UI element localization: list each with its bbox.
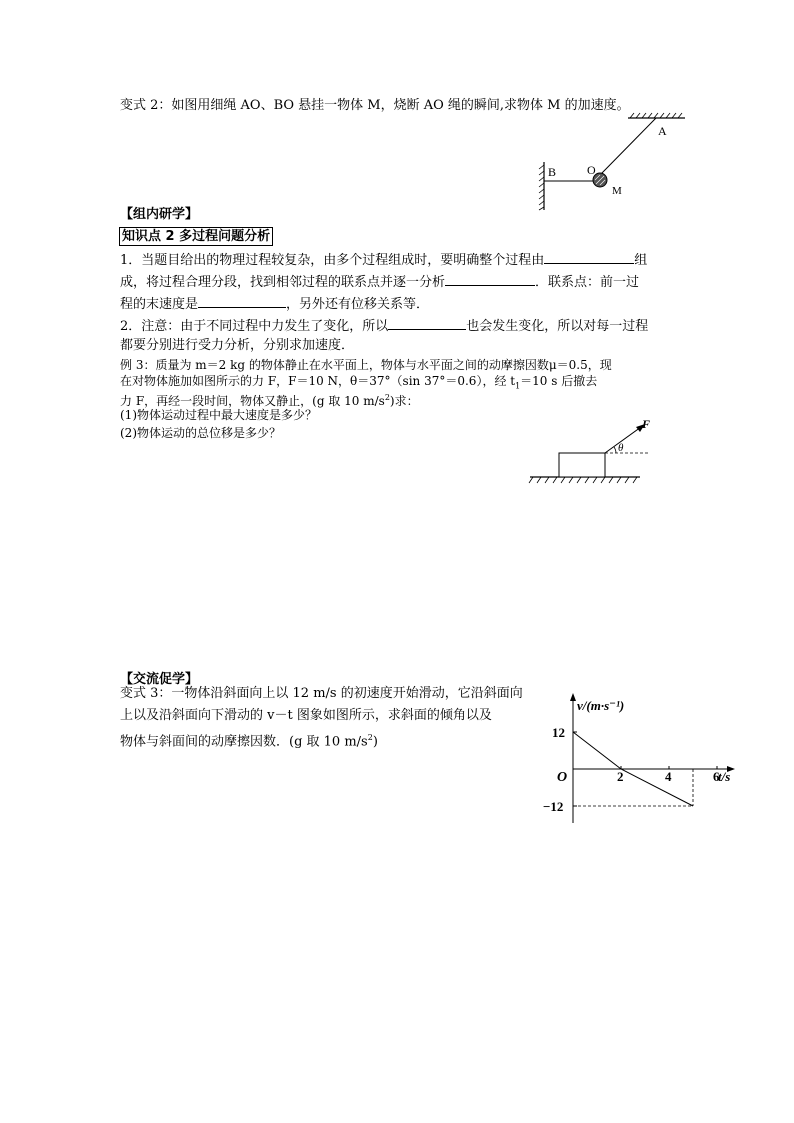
ceiling-hatch <box>630 113 682 118</box>
theta-arc <box>614 447 616 453</box>
y-tick-label-0: 12 <box>552 725 565 740</box>
example3-q2: (2)物体运动的总位移是多少？ <box>120 426 281 440</box>
blank-2 <box>445 272 535 286</box>
y-tick-label-1: −12 <box>543 799 564 814</box>
example3-line3-a: 力 F，再经一段时间，物体又静止，(g 取 10 m/s <box>120 394 385 408</box>
p1-line2-b: ．联系点：前一过 <box>535 275 640 290</box>
variant3-line3-sup: 2 <box>367 733 373 742</box>
variant3-line3-a: 物体与斜面间的动摩擦因数．(g 取 10 m/s <box>120 734 368 750</box>
label-f: F <box>642 417 651 431</box>
example3-line3-b: )求： <box>389 394 419 408</box>
y-axis-label: v/(m·s⁻¹) <box>577 698 625 713</box>
example3-q1: (1)物体运动过程中最大速度是多少？ <box>120 408 317 422</box>
variant3-line3-b: ) <box>372 734 378 750</box>
p2-line1 <box>120 316 648 336</box>
p1-line1 <box>120 250 647 270</box>
x-axis-label: t/s <box>718 769 731 784</box>
example3-line1: 例 3：质量为 m＝2 kg 的物体静止在水平面上，物体与水平面之间的动摩擦因数μ＝0.5，现 <box>120 358 612 372</box>
p2-line2: 都要分别进行受力分析，分别求加速度． <box>120 338 355 353</box>
blank-1 <box>544 250 634 264</box>
example3-line3 <box>120 390 419 409</box>
p1-line3 <box>120 294 429 314</box>
p1-line3-a: 程的末速度是 <box>120 297 199 312</box>
example3-line2-sub: 1 <box>515 381 521 391</box>
p2-line1-a: 2．注意：由于不同过程中力发生了变化，所以 <box>120 319 389 334</box>
example3-line3-sup: 2 <box>384 393 390 402</box>
p1-line1-b: 组 <box>634 253 648 268</box>
label-a: A <box>658 124 667 138</box>
blank-3 <box>198 294 286 308</box>
section-exchange-title: 【交流促学】 <box>120 672 199 687</box>
ground-hatch <box>529 477 637 483</box>
p1-line3-b: ，另外还有位移关系等． <box>286 297 430 312</box>
vt-chart <box>535 690 745 830</box>
example3-line2-b: ＝10 s 后撤去 <box>520 374 598 388</box>
label-m: M <box>612 185 622 197</box>
label-o: O <box>587 163 596 177</box>
blank-4 <box>388 316 466 330</box>
y-axis-arrow <box>570 693 576 701</box>
variant3-line1: 变式 3：一物体沿斜面向上以 12 m/s 的初速度开始滑动，它沿斜面向 <box>120 686 523 701</box>
p2-line1-b: 也会发生变化，所以对每一过程 <box>466 319 649 334</box>
variant3-line2: 上以及沿斜面向下滑动的 v－t 图象如图所示，求斜面的倾角以及 <box>120 708 492 723</box>
variant2-figure <box>530 110 690 215</box>
label-b: B <box>548 165 557 179</box>
knowledge-point-title: 知识点 2 多过程问题分析 <box>119 227 273 246</box>
x-tick-label-2: 2 <box>617 769 624 784</box>
example3-figure <box>525 412 651 492</box>
wall-hatch <box>539 165 544 210</box>
block <box>559 453 605 477</box>
x-tick-label-4: 4 <box>665 769 672 784</box>
p1-line2 <box>120 272 639 292</box>
label-theta: θ <box>618 442 624 454</box>
p1-line2-a: 成，将过程合理分段，找到相邻过程的联系点并逐一分析 <box>120 275 446 290</box>
variant2-text: 变式 2：如图用细绳 AO、BO 悬挂一物体 M，烧断 AO 绳的瞬间,求物体 M 的加速度。 <box>120 98 630 113</box>
section-group-title: 【组内研学】 <box>120 207 199 222</box>
x-tick-label-6: 6 <box>713 769 720 784</box>
rope-ao <box>601 118 656 174</box>
p1-line1-a: 1．当题目给出的物理过程较复杂，由多个过程组成时，要明确整个过程由 <box>120 253 545 268</box>
origin-label: O <box>557 770 568 785</box>
variant3-line3 <box>120 729 378 751</box>
example3-line2-a: 在对物体施加如图所示的力 F，F＝10 N，θ＝37°（sin 37°＝0.6），经 t <box>120 374 516 388</box>
